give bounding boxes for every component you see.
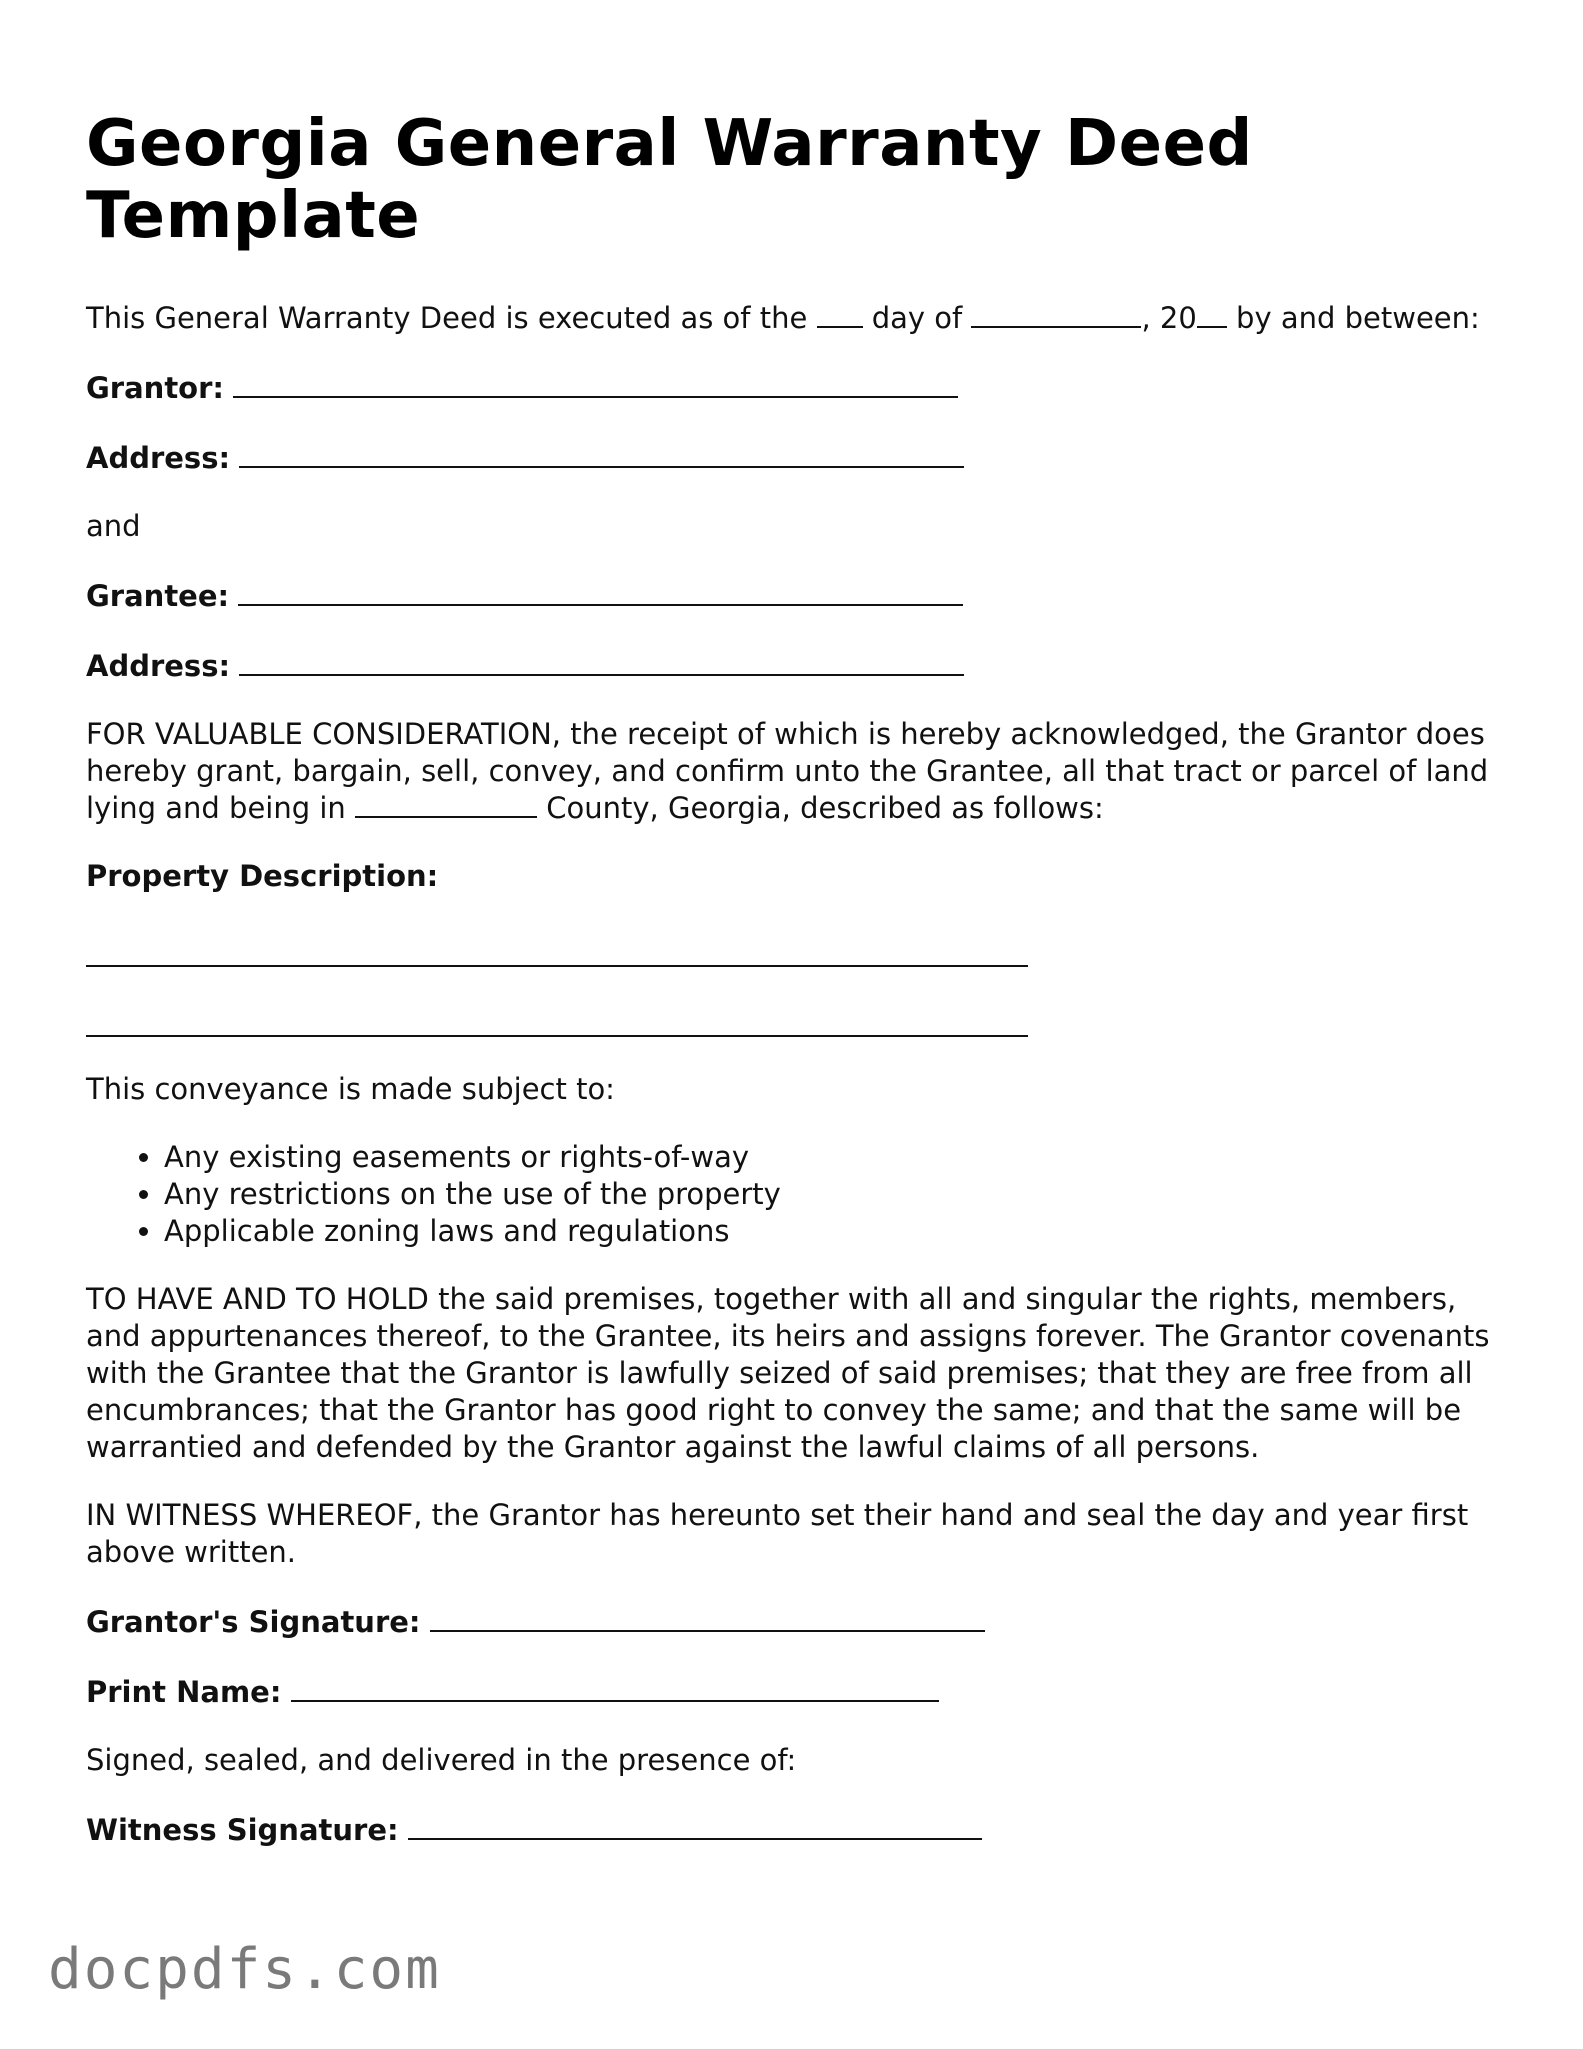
grantee-address-blank[interactable] bbox=[239, 646, 964, 676]
year-blank[interactable] bbox=[1197, 300, 1227, 328]
grantor-field bbox=[86, 368, 1506, 407]
consideration-prefix: FOR VALUABLE CONSIDERATION, the receipt of which is hereby acknowledged, the Grantor does hereby grant, bargain, sell, convey, and confirm unto the Grantee, all that tract or parcel of land lying and being in bbox=[86, 717, 1489, 825]
print-name-field bbox=[86, 1672, 1506, 1711]
grantee-address-label: Address: bbox=[86, 649, 231, 683]
grantee-address-field bbox=[86, 646, 1506, 685]
intro-day-word: day of bbox=[871, 301, 963, 335]
presence-text: Signed, sealed, and delivered in the presence of: bbox=[86, 1743, 797, 1777]
intro-suffix: by and between: bbox=[1236, 301, 1480, 335]
property-description-line[interactable] bbox=[86, 1001, 1028, 1037]
grantor-blank[interactable] bbox=[233, 368, 958, 398]
print-name-blank[interactable] bbox=[291, 1672, 939, 1702]
county-blank[interactable] bbox=[355, 790, 537, 818]
habendum-paragraph: TO HAVE AND TO HOLD the said premises, together with all and singular the rights, members, and appurtenances thereof, to the Grantee, its heirs and assigns forever. The Grantor covenants with the Grantee that the Grantor is lawfully seized of said premises; that they are free from all encumbrances; that the Grantor has good right to convey the same; and that the same will be warrantied and defended by the Grantor against the lawful claims of all persons. bbox=[86, 1282, 1490, 1464]
list-item: • Applicable zoning laws and regulations bbox=[164, 1213, 1506, 1250]
grantor-address-field bbox=[86, 438, 1506, 477]
property-description-label: Property Description: bbox=[86, 859, 439, 893]
intro-paragraph bbox=[86, 300, 1506, 337]
consideration-paragraph bbox=[86, 716, 1506, 827]
list-item: • Any restrictions on the use of the property bbox=[164, 1176, 1506, 1213]
deed-document bbox=[86, 108, 1506, 1880]
site-watermark: docpdfs.com bbox=[48, 1937, 441, 2002]
witness-signature-blank[interactable] bbox=[408, 1810, 982, 1840]
witness-signature-label: Witness Signature: bbox=[86, 1813, 399, 1847]
page-title: Georgia General Warranty Deed Template bbox=[86, 107, 1253, 253]
witness-signature-field bbox=[86, 1810, 1506, 1849]
grantor-signature-field bbox=[86, 1602, 1506, 1641]
and-text: and bbox=[86, 509, 141, 543]
subject-to-list bbox=[86, 1139, 1506, 1250]
subject-to-intro: This conveyance is made subject to: bbox=[86, 1072, 615, 1106]
grantor-address-label: Address: bbox=[86, 441, 231, 475]
consideration-suffix: County, Georgia, described as follows: bbox=[546, 791, 1104, 825]
grantee-field bbox=[86, 576, 1506, 615]
month-blank[interactable] bbox=[971, 300, 1141, 328]
grantor-label: Grantor: bbox=[86, 371, 225, 405]
grantor-signature-label: Grantor's Signature: bbox=[86, 1605, 421, 1639]
print-name-label: Print Name: bbox=[86, 1675, 282, 1709]
property-description-line[interactable] bbox=[86, 931, 1028, 967]
grantor-signature-blank[interactable] bbox=[430, 1602, 985, 1632]
grantee-label: Grantee: bbox=[86, 579, 230, 613]
intro-year-prefix: , 20 bbox=[1141, 301, 1197, 335]
grantee-blank[interactable] bbox=[238, 576, 963, 606]
witness-clause: IN WITNESS WHEREOF, the Grantor has hereunto set their hand and seal the day and year first above written. bbox=[86, 1498, 1469, 1569]
intro-prefix: This General Warranty Deed is executed as of the bbox=[86, 301, 808, 335]
list-item: • Any existing easements or rights-of-way bbox=[164, 1139, 1506, 1176]
grantor-address-blank[interactable] bbox=[239, 438, 964, 468]
day-blank[interactable] bbox=[817, 300, 863, 328]
